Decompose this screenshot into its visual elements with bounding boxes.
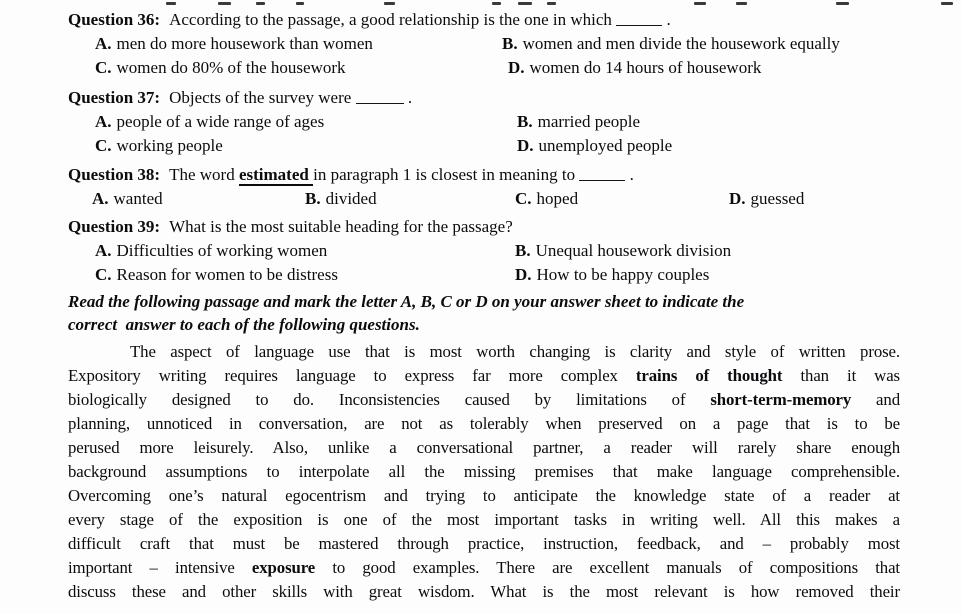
- question-number-label: Question 39:: [68, 217, 161, 236]
- answer-option: [92, 187, 163, 211]
- answer-option: [508, 56, 761, 80]
- text-segment: According to the passage, a good relationship is the one in which: [169, 10, 617, 29]
- option-text: divided: [325, 189, 377, 208]
- passage-line: [68, 556, 900, 580]
- text-segment: trains of thought: [635, 366, 783, 385]
- text-segment: estimated: [238, 165, 314, 184]
- option-text: Reason for women to be distress: [116, 265, 338, 284]
- option-letter: B.: [517, 112, 533, 131]
- passage-instructions: [68, 290, 900, 336]
- option-letter: B.: [502, 34, 518, 53]
- answer-blank: [356, 91, 404, 104]
- text-segment: in paragraph 1 is closest in meaning to: [313, 165, 580, 184]
- option-text: hoped: [536, 189, 579, 208]
- text-segment: discuss these and other skills with great wisdom. What is the most relevant is how removed their: [68, 582, 900, 601]
- question-number-label: Question 36:: [68, 10, 161, 29]
- text-segment: short-term-memory: [710, 390, 852, 409]
- option-letter: A.: [95, 112, 112, 131]
- text-segment: background assumptions to interpolate all the missing premises that make language comprehensible.: [68, 462, 900, 481]
- answer-option: [95, 239, 327, 263]
- answer-option: [305, 187, 377, 211]
- passage-line: [68, 580, 900, 604]
- text-segment: What is the most suitable heading for the passage?: [169, 217, 513, 236]
- text-segment: .: [625, 165, 634, 184]
- glyph-fragment: [384, 2, 395, 5]
- answer-option: [95, 134, 223, 158]
- option-letter: C.: [95, 58, 112, 77]
- passage-line: [68, 508, 900, 532]
- text-segment: Overcoming one’s natural egocentrism and trying to anticipate the knowledge state of a reader at: [68, 486, 900, 505]
- options-row: [68, 32, 900, 56]
- option-letter: D.: [515, 265, 532, 284]
- question-block: [68, 86, 900, 158]
- option-text: married people: [537, 112, 641, 131]
- answer-option: [515, 239, 731, 263]
- passage-line: [68, 436, 900, 460]
- glyph-fragment: [736, 2, 747, 5]
- glyph-fragment: [941, 2, 953, 5]
- text-segment: .: [662, 10, 671, 29]
- questions-section: [68, 8, 900, 287]
- glyph-fragment: [836, 2, 849, 5]
- options-row: [68, 134, 900, 158]
- answer-option: [95, 263, 338, 287]
- answer-option: [502, 32, 840, 56]
- glyph-fragment: [218, 2, 231, 5]
- options-row: [68, 110, 900, 134]
- option-text: Difficulties of working women: [116, 241, 328, 260]
- answer-blank: [579, 168, 625, 181]
- answer-option: [95, 110, 324, 134]
- text-segment: Objects of the survey were: [169, 88, 356, 107]
- passage-line: [68, 340, 900, 364]
- question-block: [68, 8, 900, 80]
- text-segment: The word: [169, 165, 239, 184]
- option-letter: C.: [95, 136, 112, 155]
- glyph-fragment: [256, 2, 265, 5]
- text-segment: important – intensive: [68, 558, 252, 577]
- option-text: unemployed people: [538, 136, 673, 155]
- passage-line: [68, 388, 900, 412]
- answer-blank: [616, 13, 662, 26]
- text-segment: to good examples. There are excellent manuals of compositions that: [315, 558, 900, 577]
- answer-option: [517, 134, 672, 158]
- answer-option: [517, 110, 640, 134]
- option-text: working people: [116, 136, 223, 155]
- question-number-label: Question 37:: [68, 88, 161, 107]
- glyph-fragment: [547, 2, 556, 5]
- cropped-previous-line: [0, 0, 962, 8]
- option-text: men do more housework than women: [116, 34, 373, 53]
- glyph-fragment: [296, 2, 304, 5]
- answer-option: [515, 187, 578, 211]
- answer-option: [729, 187, 804, 211]
- passage-line: [68, 412, 900, 436]
- question-block: [68, 163, 900, 211]
- text-segment: every stage of the exposition is one of the most important tasks in writing well. All this makes a: [68, 510, 900, 529]
- glyph-fragment: [694, 2, 706, 5]
- question-title: [68, 163, 900, 187]
- question-number-label: Question 38:: [68, 165, 161, 184]
- text-segment: and: [851, 390, 900, 409]
- passage-line: [68, 460, 900, 484]
- options-row: [68, 263, 900, 287]
- option-text: people of a wide range of ages: [116, 112, 325, 131]
- glyph-fragment: [518, 2, 532, 5]
- instruction-line: Read the following passage and mark the letter A, B, C or D on your answer sheet to indicate the: [68, 292, 745, 311]
- instruction-line: correct answer to each of the following questions.: [68, 315, 420, 334]
- text-segment: exposure: [251, 558, 316, 577]
- question-block: [68, 215, 900, 287]
- option-text: Unequal housework division: [535, 241, 732, 260]
- option-letter: D.: [517, 136, 534, 155]
- glyph-fragment: [166, 2, 176, 5]
- option-letter: A.: [92, 189, 109, 208]
- passage-line: [68, 532, 900, 556]
- text-segment: .: [403, 88, 413, 107]
- options-row: [68, 187, 900, 211]
- text-segment: perused more leisurely. Also, unlike a conversational partner, a reader will rarely share enough: [68, 438, 900, 457]
- text-segment: planning, unnoticed in conversation, are not as tolerably when preserved on a page that is to be: [68, 414, 900, 433]
- option-letter: A.: [95, 34, 112, 53]
- option-text: guessed: [750, 189, 805, 208]
- glyph-fragment: [492, 2, 501, 5]
- text-segment: than it was: [782, 366, 900, 385]
- answer-option: [515, 263, 709, 287]
- answer-option: [95, 56, 346, 80]
- text-segment: Expository writing requires language to express far more complex: [68, 366, 636, 385]
- option-letter: B.: [515, 241, 531, 260]
- reading-passage: [68, 340, 900, 604]
- text-segment: biologically designed to do. Inconsistencies caused by limitations of: [68, 390, 711, 409]
- passage-line: [68, 484, 900, 508]
- option-text: How to be happy couples: [536, 265, 710, 284]
- option-letter: D.: [729, 189, 746, 208]
- option-text: women do 14 hours of housework: [529, 58, 762, 77]
- option-letter: C.: [515, 189, 532, 208]
- option-letter: C.: [95, 265, 112, 284]
- option-text: women and men divide the housework equally: [522, 34, 840, 53]
- question-title: [68, 8, 900, 32]
- passage-line: [68, 364, 900, 388]
- option-letter: D.: [508, 58, 525, 77]
- page-content: [68, 8, 900, 604]
- option-letter: B.: [305, 189, 321, 208]
- options-row: [68, 56, 900, 80]
- question-title: [68, 86, 900, 110]
- option-text: wanted: [113, 189, 163, 208]
- answer-option: [95, 32, 373, 56]
- text-segment: The aspect of language use that is most worth changing is clarity and style of written prose.: [130, 342, 900, 361]
- options-row: [68, 239, 900, 263]
- option-text: women do 80% of the housework: [116, 58, 346, 77]
- option-letter: A.: [95, 241, 112, 260]
- question-title: [68, 215, 900, 239]
- text-segment: difficult craft that must be mastered through practice, instruction, feedback, and – probably most: [68, 534, 900, 553]
